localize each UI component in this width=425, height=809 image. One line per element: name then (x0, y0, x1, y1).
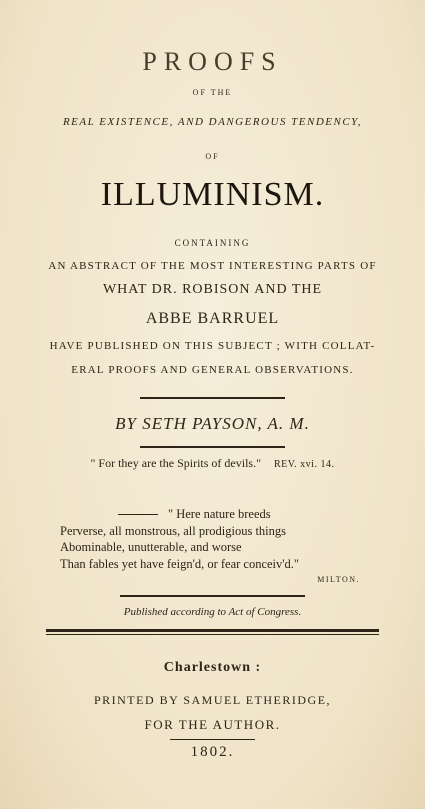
title-of-the: OF THE (192, 88, 233, 97)
poem-line1: " Here nature breeds (168, 507, 271, 521)
epigraph-reference: REV. xvi. 14. (273, 459, 335, 470)
rule-4b (46, 634, 379, 635)
imprint-place: Charlestown : (163, 660, 262, 675)
containing-line3: ABBE BARRUEL (145, 310, 280, 327)
poem-line2: Perverse, all monstrous, all prodigious things (60, 523, 287, 538)
containing-line5: ERAL PROOFS AND GENERAL OBSERVATIONS. (71, 364, 354, 376)
author-line: BY SETH PAYSON, A. M. (115, 414, 310, 433)
published-line: Published according to Act of Congress. (123, 606, 302, 618)
rule-1 (140, 397, 285, 399)
title-of: OF (205, 152, 220, 161)
imprint-for: FOR THE AUTHOR. (144, 717, 281, 732)
poem-attribution: MILTON. (317, 575, 360, 584)
rule-5 (170, 739, 255, 740)
poem-line3: Abominable, unutterable, and worse (60, 540, 242, 554)
containing-line2: WHAT DR. ROBISON AND THE (102, 282, 323, 297)
rule-2 (140, 446, 285, 448)
imprint-printed-by: PRINTED BY SAMUEL ETHERIDGE, (93, 693, 332, 707)
poem-line4: Than fables yet have feign'd, or fear conceiv'd." (60, 556, 300, 571)
containing-line1: AN ABSTRACT OF THE MOST INTERESTING PARTS OF (48, 260, 377, 272)
title-main: PROOFS (142, 47, 283, 76)
containing-label: CONTAINING (174, 238, 251, 248)
poem-block (60, 506, 360, 589)
containing-line4: HAVE PUBLISHED ON THIS SUBJECT ; WITH COLLAT- (49, 340, 376, 352)
imprint-year: 1802. (190, 744, 235, 760)
rule-4a (46, 629, 379, 632)
title-subtitle: REAL EXISTENCE, AND DANGEROUS TENDENCY, (62, 116, 363, 128)
epigraph-text: " For they are the Spirits of devils." (90, 456, 261, 470)
epigraph (0, 456, 425, 471)
title-illuminism: ILLUMINISM. (100, 176, 325, 213)
rule-3 (120, 595, 305, 597)
